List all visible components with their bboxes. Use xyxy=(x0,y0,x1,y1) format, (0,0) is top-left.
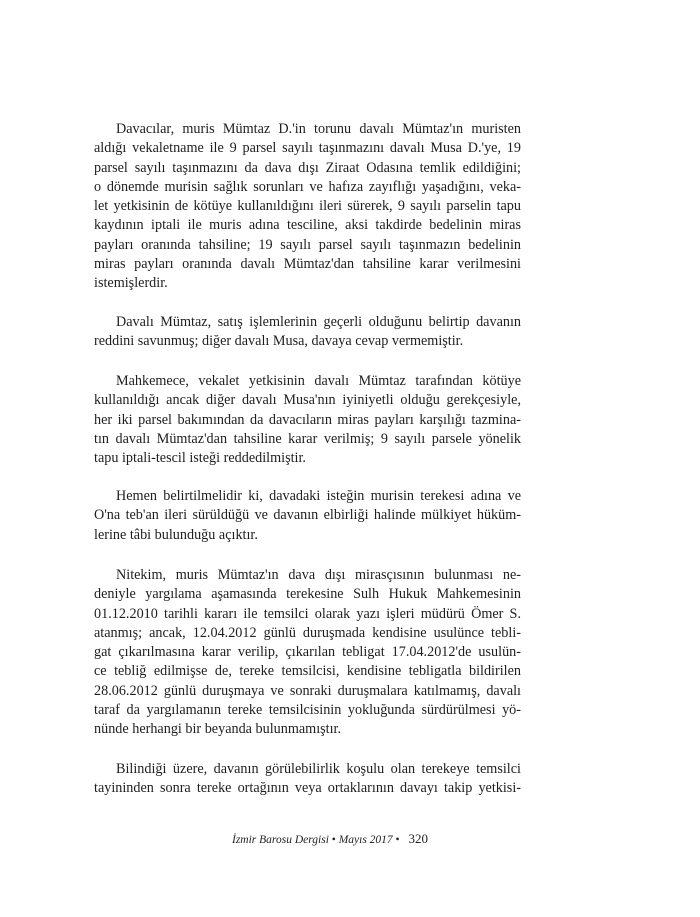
text-line: istemişlerdir. xyxy=(94,275,168,292)
text-line: Mahkemece, vekalet yetkisinin davalı Mümtaz tarafından kötüye xyxy=(116,373,521,389)
text-line: taraf da yargılamanın tereke temsilcisinin yokluğunda sürdürülmesi yö- xyxy=(94,702,521,719)
text-line: nünde herhangi bir beyanda bulunmamıştır. xyxy=(94,721,342,738)
text-line: atanmış; ancak, 12.04.2012 günlü duruşmada kendisine usulünce tebli- xyxy=(94,624,521,641)
footer-separator: • xyxy=(331,834,336,846)
text-line: aldığı vekaletname ile 9 parsel sayılı taşınmazını davalı Musa D.'ye, 19 xyxy=(94,140,521,157)
paragraph xyxy=(94,566,521,740)
paragraph xyxy=(94,487,521,545)
text-line: payları oranında tahsiline; 19 sayılı parsel sayılı taşınmazın bedelinin xyxy=(94,236,521,253)
text-line: kaydının iptali ile muris adına tesciline, aksi takdirde bedelinin miras xyxy=(94,217,521,234)
text-line: 01.12.2010 tarihli kararı ile temsilci olarak yazı işleri müdürü Ömer S. xyxy=(94,605,521,622)
text-line: 28.06.2012 günlü duruşmaya ve sonraki duruşmalara katılmamış, davalı xyxy=(94,682,521,699)
text-line: kullanıldığı ancak diğer davalı Musa'nın iyiniyetli olduğu gerekçesiyle, xyxy=(94,392,521,409)
paragraph xyxy=(94,313,521,352)
text-line: ce tebliğ edilmişse de, tereke temsilcisi, kendisine tebligatla bildirilen xyxy=(94,663,521,680)
text-line: reddini savunmuş; diğer davalı Musa, davaya cevap vermemiştir. xyxy=(94,333,464,350)
paragraph xyxy=(94,372,521,468)
footer-separator: • xyxy=(395,834,400,846)
page-footer xyxy=(232,831,428,848)
text-line: tın davalı Mümtaz'dan tahsiline karar verilmiş; 9 sayılı parsele yönelik xyxy=(94,430,521,447)
text-line: tayininden sonra tereke ortağının veya ortaklarının davayı takip yetkisi- xyxy=(94,780,521,797)
text-line: let yetkisinin de kötüye kullanıldığını ileri sürerek, 9 sayılı parselin tapu xyxy=(94,198,521,215)
paragraph xyxy=(94,760,521,799)
issue-date: Mayıs 2017 xyxy=(338,834,393,846)
text-line: miras payları oranında davalı Mümtaz'dan tahsiline karar verilmesini xyxy=(94,256,521,273)
text-line: o dönemde murisin sağlık sorunları ve hafıza zayıflığı yaşadığını, veka- xyxy=(94,178,521,195)
text-line: deniyle yargılama aşamasında terekesine Sulh Hukuk Mahkemesinin xyxy=(94,586,521,603)
text-line: Davacılar, muris Mümtaz D.'in torunu davalı Mümtaz'ın muristen xyxy=(116,121,521,137)
page-number: 320 xyxy=(408,831,428,846)
text-line: tapu iptali-tescil isteği reddedilmiştir. xyxy=(94,450,306,467)
text-line: Nitekim, muris Mümtaz'ın dava dışı mirasçısının bulunması ne- xyxy=(116,567,521,583)
text-line: Davalı Mümtaz, satış işlemlerinin geçerli olduğunu belirtip davanın xyxy=(116,314,521,330)
text-line: Bilindiği üzere, davanın görülebilirlik koşulu olan terekeye temsilci xyxy=(116,761,521,777)
journal-name: İzmir Barosu Dergisi xyxy=(232,834,329,846)
text-line: Hemen belirtilmelidir ki, davadaki isteğin murisin terekesi adına ve xyxy=(116,488,521,504)
text-line: O'na teb'an ileri sürüldüğü ve davanın elbirliği halinde mülkiyet hüküm- xyxy=(94,507,521,524)
text-line: gat çıkarılmasına karar verilip, çıkarılan tebligat 17.04.2012'de usulün- xyxy=(94,644,521,661)
text-line: parsel sayılı taşınmazını da dava dışı Ziraat Odasına temlik edildiğini; xyxy=(94,159,521,176)
text-line: lerine tâbi bulunduğu açıktır. xyxy=(94,526,258,543)
text-line: her iki parsel bakımından da davacıların miras payları karşılığı tazmina- xyxy=(94,411,521,428)
paragraph xyxy=(94,120,521,294)
